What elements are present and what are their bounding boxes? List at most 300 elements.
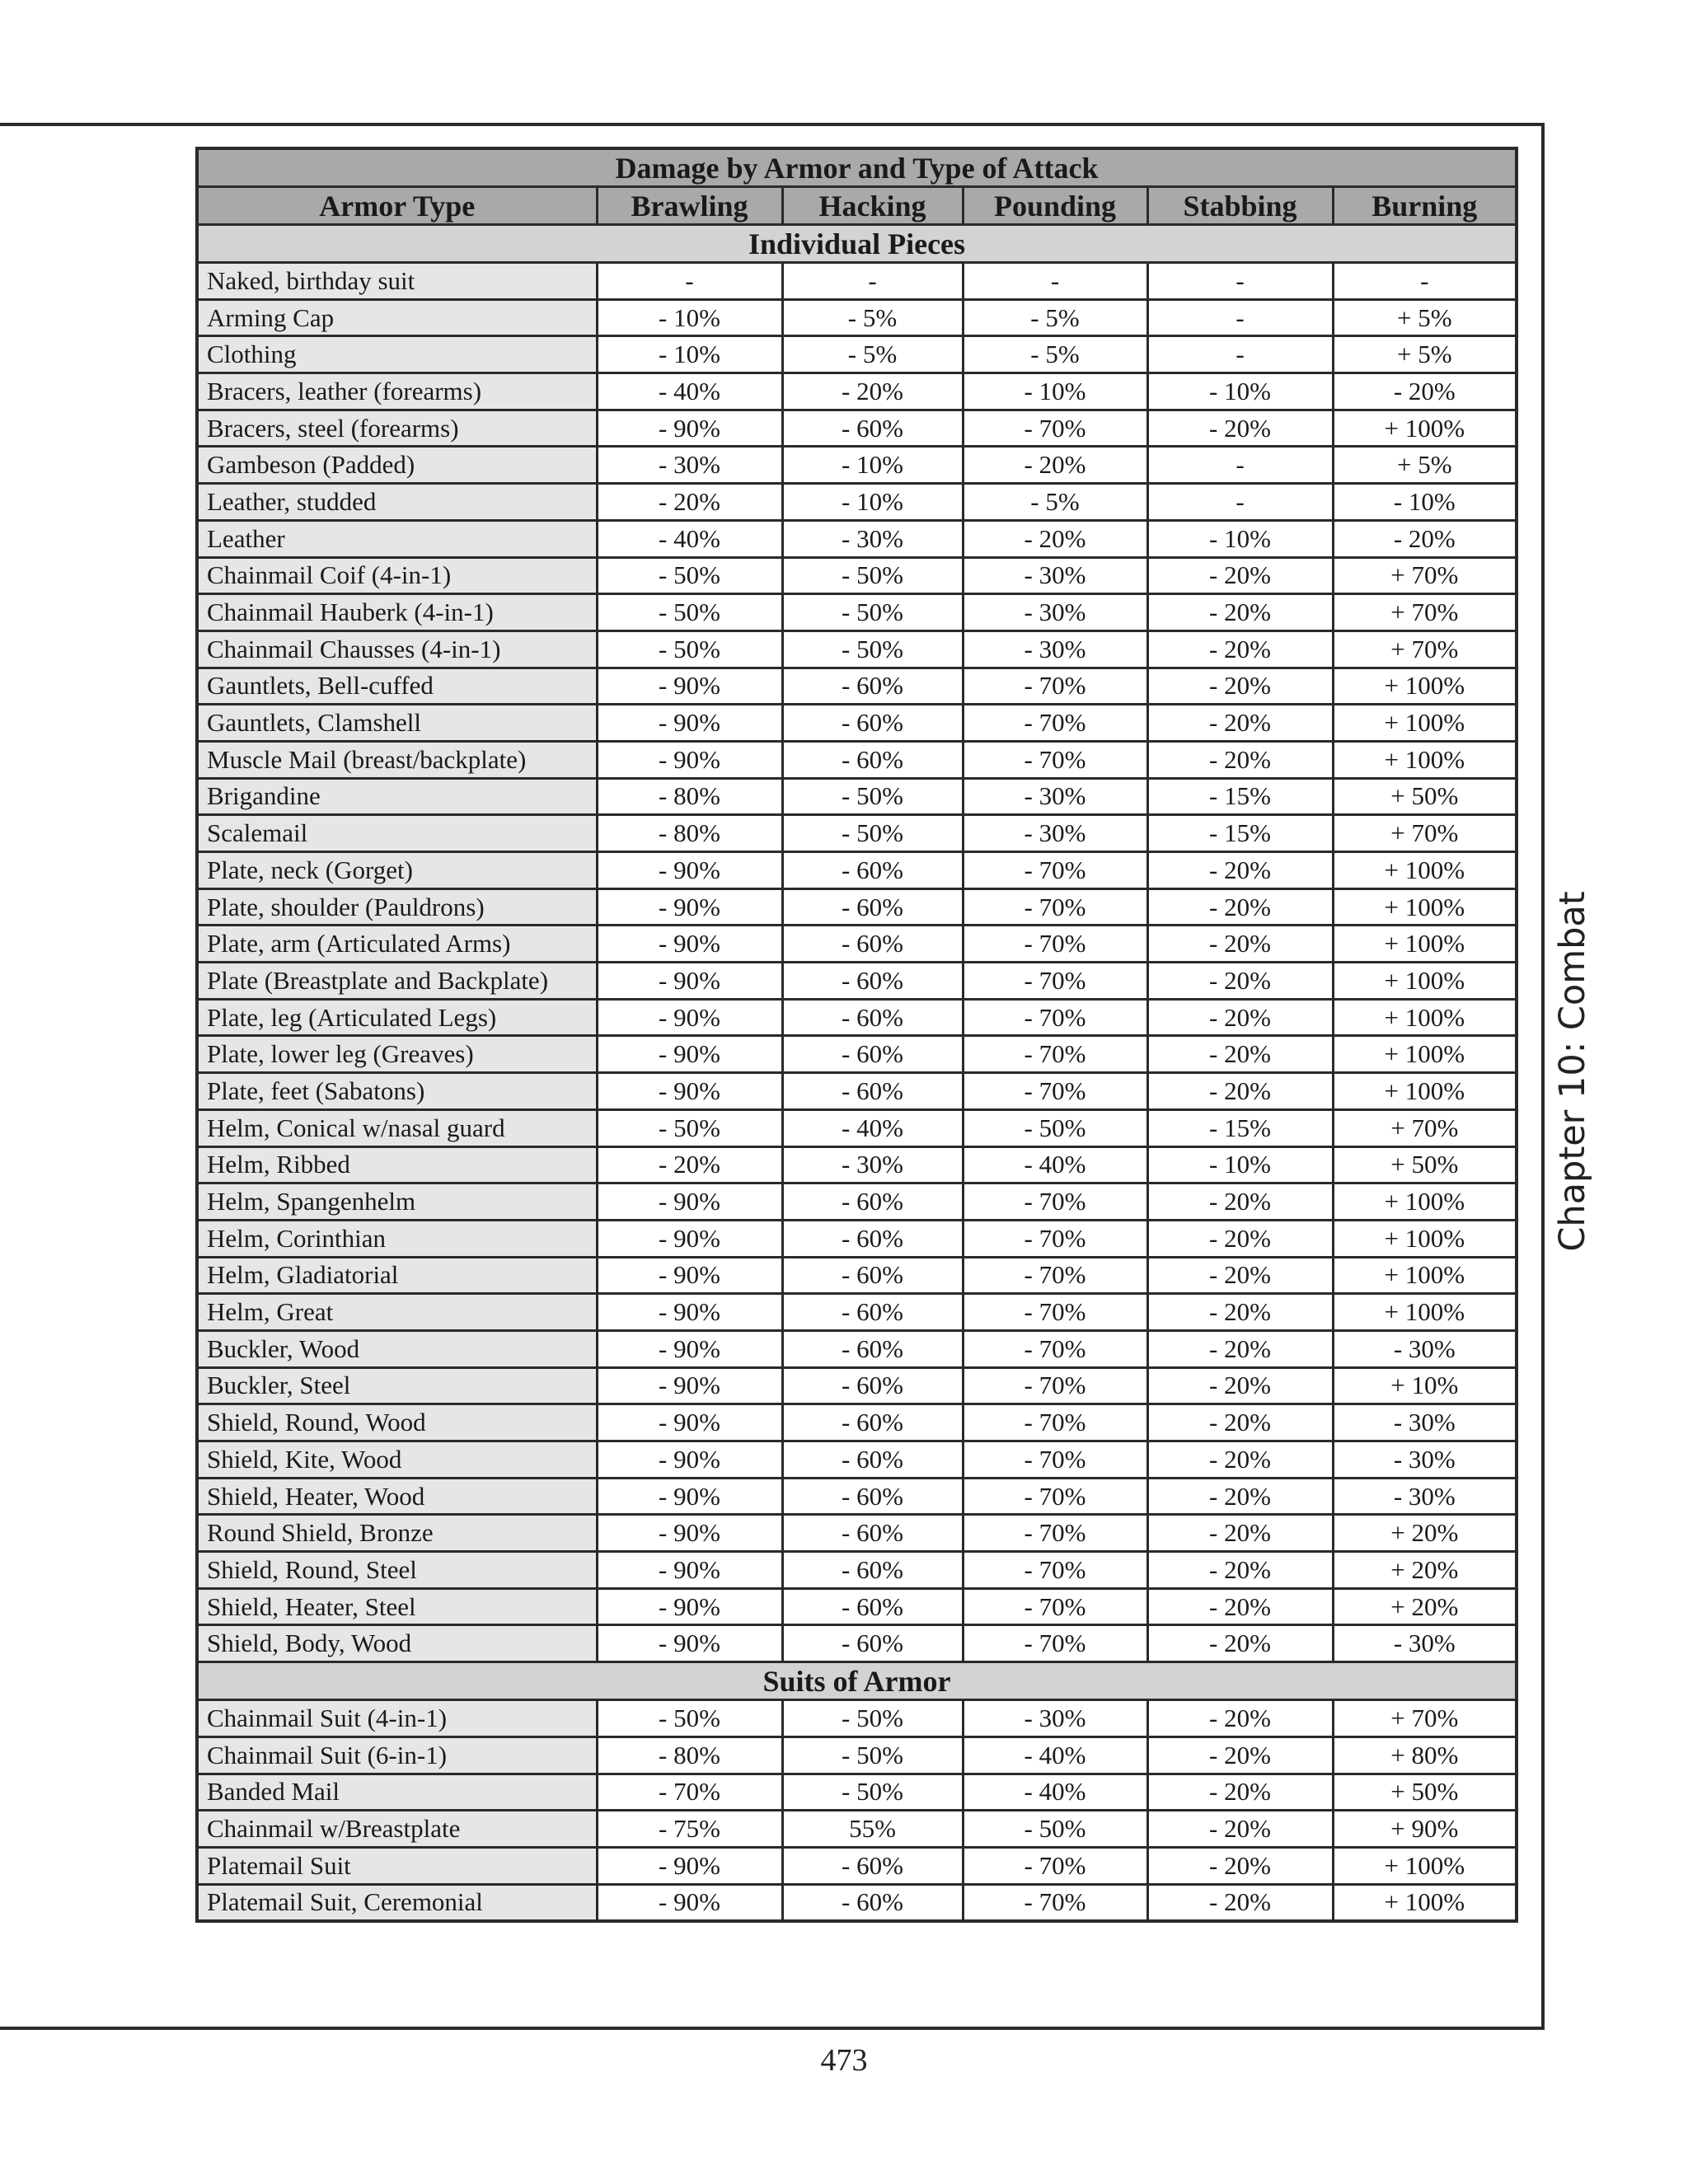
table-row: [197, 778, 1517, 815]
damage-cell: - 40%: [963, 1146, 1147, 1183]
damage-cell: - 50%: [782, 1774, 963, 1811]
table-row: [197, 741, 1517, 778]
armor-type-cell: Bracers, steel (forearms): [197, 410, 597, 447]
damage-cell: - 60%: [782, 1220, 963, 1257]
damage-cell: + 100%: [1333, 1294, 1517, 1331]
damage-cell: -: [1147, 447, 1333, 484]
table-row: [197, 1367, 1517, 1404]
damage-cell: + 100%: [1333, 668, 1517, 705]
damage-cell: - 70%: [963, 1294, 1147, 1331]
damage-cell: - 40%: [963, 1736, 1147, 1774]
damage-cell: + 100%: [1333, 1073, 1517, 1110]
armor-type-cell: Buckler, Wood: [197, 1330, 597, 1367]
damage-cell: - 50%: [963, 1109, 1147, 1146]
damage-cell: + 100%: [1333, 741, 1517, 778]
table-row: [197, 1294, 1517, 1331]
armor-type-cell: Helm, Spangenhelm: [197, 1183, 597, 1221]
damage-cell: + 70%: [1333, 1109, 1517, 1146]
table-row: [197, 373, 1517, 410]
armor-damage-table: [195, 147, 1518, 1923]
damage-cell: - 20%: [1333, 373, 1517, 410]
damage-cell: - 60%: [782, 1625, 963, 1662]
damage-cell: - 70%: [963, 999, 1147, 1036]
column-header-armor-type: Armor Type: [197, 187, 597, 225]
damage-cell: - 90%: [597, 888, 782, 926]
damage-cell: - 60%: [782, 852, 963, 889]
table-row: [197, 520, 1517, 557]
damage-cell: - 90%: [597, 705, 782, 742]
armor-type-cell: Shield, Round, Wood: [197, 1404, 597, 1441]
table-row: [197, 594, 1517, 631]
damage-cell: - 20%: [1147, 852, 1333, 889]
damage-cell: + 50%: [1333, 1774, 1517, 1811]
damage-cell: + 100%: [1333, 888, 1517, 926]
damage-cell: - 20%: [1147, 410, 1333, 447]
damage-cell: - 20%: [597, 1146, 782, 1183]
damage-cell: - 20%: [1147, 999, 1333, 1036]
damage-cell: - 10%: [597, 299, 782, 336]
damage-cell: - 90%: [597, 741, 782, 778]
table-row: [197, 1847, 1517, 1884]
damage-cell: - 75%: [597, 1811, 782, 1848]
table-row: [197, 557, 1517, 594]
damage-cell: - 70%: [597, 1774, 782, 1811]
damage-cell: - 70%: [963, 852, 1147, 889]
column-header-stabbing: Stabbing: [1147, 187, 1333, 225]
damage-cell: + 10%: [1333, 1367, 1517, 1404]
damage-cell: - 80%: [597, 1736, 782, 1774]
damage-cell: - 50%: [597, 1109, 782, 1146]
damage-cell: -: [963, 263, 1147, 300]
section-header-row: [197, 225, 1517, 263]
damage-cell: - 60%: [782, 1515, 963, 1552]
damage-cell: - 40%: [597, 373, 782, 410]
damage-cell: - 20%: [1147, 1774, 1333, 1811]
damage-cell: - 20%: [1147, 963, 1333, 1000]
damage-cell: - 30%: [1333, 1330, 1517, 1367]
armor-type-cell: Shield, Body, Wood: [197, 1625, 597, 1662]
damage-cell: - 90%: [597, 852, 782, 889]
damage-cell: + 100%: [1333, 1183, 1517, 1221]
damage-cell: - 90%: [597, 1257, 782, 1294]
damage-cell: - 15%: [1147, 1109, 1333, 1146]
damage-cell: - 20%: [1147, 1700, 1333, 1737]
damage-cell: + 80%: [1333, 1736, 1517, 1774]
armor-type-cell: Chainmail Suit (4-in-1): [197, 1700, 597, 1737]
armor-type-cell: Plate, leg (Articulated Legs): [197, 999, 597, 1036]
armor-type-cell: Shield, Heater, Wood: [197, 1478, 597, 1515]
damage-cell: - 60%: [782, 926, 963, 963]
damage-cell: - 90%: [597, 668, 782, 705]
table-row: [197, 1552, 1517, 1589]
damage-cell: - 60%: [782, 410, 963, 447]
damage-cell: - 20%: [1147, 1884, 1333, 1921]
armor-type-cell: Plate, lower leg (Greaves): [197, 1036, 597, 1073]
damage-cell: - 70%: [963, 1073, 1147, 1110]
table-row: [197, 668, 1517, 705]
armor-type-cell: Plate, neck (Gorget): [197, 852, 597, 889]
section-title: Individual Pieces: [197, 225, 1517, 263]
table-row: [197, 1700, 1517, 1737]
damage-cell: - 30%: [782, 1146, 963, 1183]
armor-type-cell: Plate, shoulder (Pauldrons): [197, 888, 597, 926]
damage-cell: - 90%: [597, 1183, 782, 1221]
damage-cell: - 70%: [963, 1036, 1147, 1073]
table-row: [197, 299, 1517, 336]
table-row: [197, 484, 1517, 521]
table-row: [197, 1404, 1517, 1441]
damage-cell: -: [782, 263, 963, 300]
armor-type-cell: Naked, birthday suit: [197, 263, 597, 300]
damage-cell: - 70%: [963, 1183, 1147, 1221]
damage-cell: + 20%: [1333, 1515, 1517, 1552]
table-row: [197, 1515, 1517, 1552]
armor-type-cell: Shield, Kite, Wood: [197, 1441, 597, 1479]
armor-type-cell: Gauntlets, Clamshell: [197, 705, 597, 742]
armor-type-cell: Plate, feet (Sabatons): [197, 1073, 597, 1110]
damage-cell: - 60%: [782, 999, 963, 1036]
damage-cell: - 40%: [597, 520, 782, 557]
table-row: [197, 1441, 1517, 1479]
damage-cell: + 5%: [1333, 299, 1517, 336]
damage-cell: - 70%: [963, 1625, 1147, 1662]
table-row: [197, 1036, 1517, 1073]
table-row: [197, 999, 1517, 1036]
damage-cell: + 70%: [1333, 630, 1517, 668]
damage-cell: - 20%: [1147, 630, 1333, 668]
damage-cell: + 100%: [1333, 1884, 1517, 1921]
damage-cell: - 60%: [782, 1036, 963, 1073]
armor-type-cell: Platemail Suit, Ceremonial: [197, 1884, 597, 1921]
damage-cell: - 30%: [963, 778, 1147, 815]
damage-cell: - 30%: [597, 447, 782, 484]
damage-cell: - 20%: [1147, 557, 1333, 594]
damage-cell: - 60%: [782, 741, 963, 778]
table-title-row: [197, 148, 1517, 187]
table-head: [197, 148, 1517, 225]
damage-cell: - 20%: [1147, 1588, 1333, 1625]
damage-cell: + 5%: [1333, 447, 1517, 484]
damage-cell: - 50%: [782, 815, 963, 852]
damage-cell: - 90%: [597, 1441, 782, 1479]
table-row: [197, 1736, 1517, 1774]
damage-cell: - 20%: [1147, 1847, 1333, 1884]
damage-cell: -: [597, 263, 782, 300]
damage-cell: - 90%: [597, 1220, 782, 1257]
damage-cell: - 20%: [1147, 1330, 1333, 1367]
armor-type-cell: Helm, Great: [197, 1294, 597, 1331]
table-row: [197, 1774, 1517, 1811]
damage-cell: + 20%: [1333, 1552, 1517, 1589]
column-header-burning: Burning: [1333, 187, 1517, 225]
damage-cell: - 30%: [963, 557, 1147, 594]
damage-cell: - 60%: [782, 705, 963, 742]
damage-cell: - 70%: [963, 1220, 1147, 1257]
damage-cell: - 60%: [782, 1404, 963, 1441]
damage-cell: - 90%: [597, 1330, 782, 1367]
armor-type-cell: Gauntlets, Bell-cuffed: [197, 668, 597, 705]
damage-cell: - 60%: [782, 1330, 963, 1367]
armor-type-cell: Helm, Corinthian: [197, 1220, 597, 1257]
armor-type-cell: Chainmail Suit (6-in-1): [197, 1736, 597, 1774]
damage-cell: - 20%: [1147, 705, 1333, 742]
table-row: [197, 1146, 1517, 1183]
damage-cell: - 70%: [963, 1330, 1147, 1367]
armor-type-cell: Leather: [197, 520, 597, 557]
table-row: [197, 1478, 1517, 1515]
armor-type-cell: Clothing: [197, 336, 597, 373]
damage-cell: + 100%: [1333, 1036, 1517, 1073]
damage-cell: -: [1147, 263, 1333, 300]
damage-cell: - 50%: [782, 1700, 963, 1737]
armor-type-cell: Chainmail Chausses (4-in-1): [197, 630, 597, 668]
armor-type-cell: Gambeson (Padded): [197, 447, 597, 484]
damage-cell: - 70%: [963, 1367, 1147, 1404]
damage-cell: - 90%: [597, 1404, 782, 1441]
damage-cell: - 70%: [963, 1515, 1147, 1552]
damage-cell: - 50%: [597, 557, 782, 594]
damage-cell: - 10%: [597, 336, 782, 373]
table-row: [197, 1073, 1517, 1110]
damage-cell: - 60%: [782, 963, 963, 1000]
armor-type-cell: Leather, studded: [197, 484, 597, 521]
damage-cell: + 70%: [1333, 815, 1517, 852]
damage-cell: - 70%: [963, 963, 1147, 1000]
table-row: [197, 852, 1517, 889]
damage-cell: - 60%: [782, 1884, 963, 1921]
armor-type-cell: Helm, Ribbed: [197, 1146, 597, 1183]
damage-cell: - 80%: [597, 815, 782, 852]
damage-cell: - 20%: [1333, 520, 1517, 557]
damage-cell: - 50%: [597, 630, 782, 668]
damage-cell: - 20%: [1147, 1367, 1333, 1404]
table-title: Damage by Armor and Type of Attack: [197, 148, 1517, 187]
armor-type-cell: Banded Mail: [197, 1774, 597, 1811]
damage-cell: -: [1147, 299, 1333, 336]
damage-cell: + 100%: [1333, 1847, 1517, 1884]
damage-cell: - 20%: [782, 373, 963, 410]
damage-cell: - 20%: [1147, 1220, 1333, 1257]
armor-type-cell: Chainmail Hauberk (4-in-1): [197, 594, 597, 631]
damage-cell: -: [1147, 484, 1333, 521]
damage-cell: - 70%: [963, 410, 1147, 447]
table-row: [197, 447, 1517, 484]
damage-cell: - 70%: [963, 668, 1147, 705]
damage-cell: + 5%: [1333, 336, 1517, 373]
damage-cell: + 70%: [1333, 1700, 1517, 1737]
damage-cell: - 70%: [963, 1404, 1147, 1441]
damage-cell: + 50%: [1333, 778, 1517, 815]
armor-type-cell: Round Shield, Bronze: [197, 1515, 597, 1552]
damage-cell: - 60%: [782, 1478, 963, 1515]
damage-cell: - 30%: [963, 630, 1147, 668]
armor-type-cell: Helm, Gladiatorial: [197, 1257, 597, 1294]
damage-cell: - 30%: [1333, 1441, 1517, 1479]
damage-cell: - 5%: [782, 299, 963, 336]
damage-cell: - 70%: [963, 741, 1147, 778]
damage-cell: - 90%: [597, 1478, 782, 1515]
armor-type-cell: Chainmail w/Breastplate: [197, 1811, 597, 1848]
damage-cell: - 90%: [597, 963, 782, 1000]
damage-cell: - 70%: [963, 1257, 1147, 1294]
damage-cell: - 60%: [782, 1257, 963, 1294]
damage-cell: - 90%: [597, 1515, 782, 1552]
table-row: [197, 630, 1517, 668]
damage-cell: - 15%: [1147, 778, 1333, 815]
damage-cell: - 90%: [597, 1367, 782, 1404]
armor-type-cell: Brigandine: [197, 778, 597, 815]
damage-cell: - 20%: [1147, 1441, 1333, 1479]
damage-cell: + 100%: [1333, 1257, 1517, 1294]
damage-cell: - 20%: [1147, 1294, 1333, 1331]
damage-cell: - 70%: [963, 1884, 1147, 1921]
table-row: [197, 1884, 1517, 1921]
damage-cell: + 100%: [1333, 999, 1517, 1036]
damage-cell: - 20%: [1147, 1625, 1333, 1662]
page-number: 473: [820, 2043, 868, 2078]
damage-cell: - 70%: [963, 1478, 1147, 1515]
damage-cell: - 10%: [782, 484, 963, 521]
page-frame-top-rule: [0, 123, 1545, 126]
armor-type-cell: Arming Cap: [197, 299, 597, 336]
damage-cell: - 20%: [1147, 1073, 1333, 1110]
damage-cell: - 70%: [963, 888, 1147, 926]
damage-cell: - 20%: [963, 447, 1147, 484]
table-row: [197, 263, 1517, 300]
damage-cell: - 30%: [1333, 1478, 1517, 1515]
armor-type-cell: Shield, Round, Steel: [197, 1552, 597, 1589]
damage-cell: + 70%: [1333, 594, 1517, 631]
damage-cell: - 10%: [963, 373, 1147, 410]
damage-cell: - 10%: [1333, 484, 1517, 521]
damage-cell: - 60%: [782, 1073, 963, 1110]
damage-cell: - 70%: [963, 1847, 1147, 1884]
damage-cell: - 70%: [963, 1552, 1147, 1589]
damage-cell: -: [1333, 263, 1517, 300]
damage-cell: - 70%: [963, 1441, 1147, 1479]
damage-cell: - 90%: [597, 1036, 782, 1073]
damage-cell: - 90%: [597, 999, 782, 1036]
damage-cell: - 30%: [1333, 1404, 1517, 1441]
page-frame-bottom-rule: [0, 2027, 1545, 2030]
armor-type-cell: Muscle Mail (breast/backplate): [197, 741, 597, 778]
damage-cell: - 40%: [963, 1774, 1147, 1811]
damage-cell: - 30%: [963, 815, 1147, 852]
damage-cell: - 20%: [1147, 594, 1333, 631]
damage-cell: -: [1147, 336, 1333, 373]
damage-cell: - 60%: [782, 1588, 963, 1625]
damage-cell: - 50%: [782, 1736, 963, 1774]
table-row: [197, 1625, 1517, 1662]
damage-cell: - 50%: [782, 594, 963, 631]
damage-cell: - 90%: [597, 1073, 782, 1110]
damage-cell: - 60%: [782, 1441, 963, 1479]
damage-cell: - 5%: [963, 336, 1147, 373]
damage-cell: - 50%: [597, 1700, 782, 1737]
damage-cell: - 10%: [1147, 373, 1333, 410]
damage-cell: + 50%: [1333, 1146, 1517, 1183]
damage-cell: - 15%: [1147, 815, 1333, 852]
damage-cell: - 70%: [963, 1588, 1147, 1625]
table-row: [197, 1811, 1517, 1848]
damage-cell: - 90%: [597, 1625, 782, 1662]
damage-cell: - 90%: [597, 1294, 782, 1331]
table-row: [197, 1257, 1517, 1294]
table-row: [197, 1220, 1517, 1257]
column-header-hacking: Hacking: [782, 187, 963, 225]
table-row: [197, 888, 1517, 926]
damage-cell: - 70%: [963, 926, 1147, 963]
damage-cell: + 100%: [1333, 410, 1517, 447]
table-row: [197, 963, 1517, 1000]
damage-cell: - 70%: [963, 705, 1147, 742]
table-row: [197, 1330, 1517, 1367]
damage-cell: - 20%: [1147, 1257, 1333, 1294]
damage-cell: + 20%: [1333, 1588, 1517, 1625]
damage-cell: - 20%: [1147, 1478, 1333, 1515]
damage-cell: - 90%: [597, 926, 782, 963]
column-header-pounding: Pounding: [963, 187, 1147, 225]
section-title: Suits of Armor: [197, 1662, 1517, 1700]
armor-type-cell: Bracers, leather (forearms): [197, 373, 597, 410]
armor-type-cell: Chainmail Coif (4-in-1): [197, 557, 597, 594]
table-row: [197, 410, 1517, 447]
damage-cell: - 40%: [782, 1109, 963, 1146]
damage-cell: - 10%: [782, 447, 963, 484]
damage-cell: + 70%: [1333, 557, 1517, 594]
damage-cell: - 20%: [1147, 1811, 1333, 1848]
damage-cell: - 50%: [782, 630, 963, 668]
section-header-row: [197, 1662, 1517, 1700]
damage-cell: - 5%: [963, 484, 1147, 521]
damage-cell: - 10%: [1147, 520, 1333, 557]
damage-cell: - 20%: [963, 520, 1147, 557]
damage-cell: - 60%: [782, 1294, 963, 1331]
chapter-label-text: Chapter 10: Combat: [1552, 891, 1593, 1252]
damage-cell: - 20%: [1147, 1036, 1333, 1073]
damage-cell: - 5%: [782, 336, 963, 373]
damage-cell: - 90%: [597, 1588, 782, 1625]
armor-type-cell: Helm, Conical w/nasal guard: [197, 1109, 597, 1146]
table-header-row: [197, 187, 1517, 225]
damage-cell: - 20%: [1147, 668, 1333, 705]
damage-cell: - 60%: [782, 668, 963, 705]
damage-cell: - 90%: [597, 1847, 782, 1884]
damage-cell: - 30%: [1333, 1625, 1517, 1662]
armor-type-cell: Plate, arm (Articulated Arms): [197, 926, 597, 963]
armor-type-cell: Scalemail: [197, 815, 597, 852]
table-row: [197, 336, 1517, 373]
damage-cell: - 80%: [597, 778, 782, 815]
damage-cell: - 60%: [782, 1552, 963, 1589]
damage-cell: - 30%: [963, 1700, 1147, 1737]
damage-cell: 55%: [782, 1811, 963, 1848]
damage-cell: - 90%: [597, 1884, 782, 1921]
table-row: [197, 1183, 1517, 1221]
damage-cell: - 90%: [597, 410, 782, 447]
armor-type-cell: Buckler, Steel: [197, 1367, 597, 1404]
damage-cell: - 5%: [963, 299, 1147, 336]
damage-cell: - 60%: [782, 1367, 963, 1404]
damage-cell: - 50%: [782, 557, 963, 594]
damage-cell: + 90%: [1333, 1811, 1517, 1848]
table-row: [197, 926, 1517, 963]
damage-cell: + 100%: [1333, 926, 1517, 963]
damage-cell: - 20%: [1147, 888, 1333, 926]
damage-cell: - 20%: [1147, 741, 1333, 778]
armor-type-cell: Plate (Breastplate and Backplate): [197, 963, 597, 1000]
damage-cell: - 50%: [963, 1811, 1147, 1848]
